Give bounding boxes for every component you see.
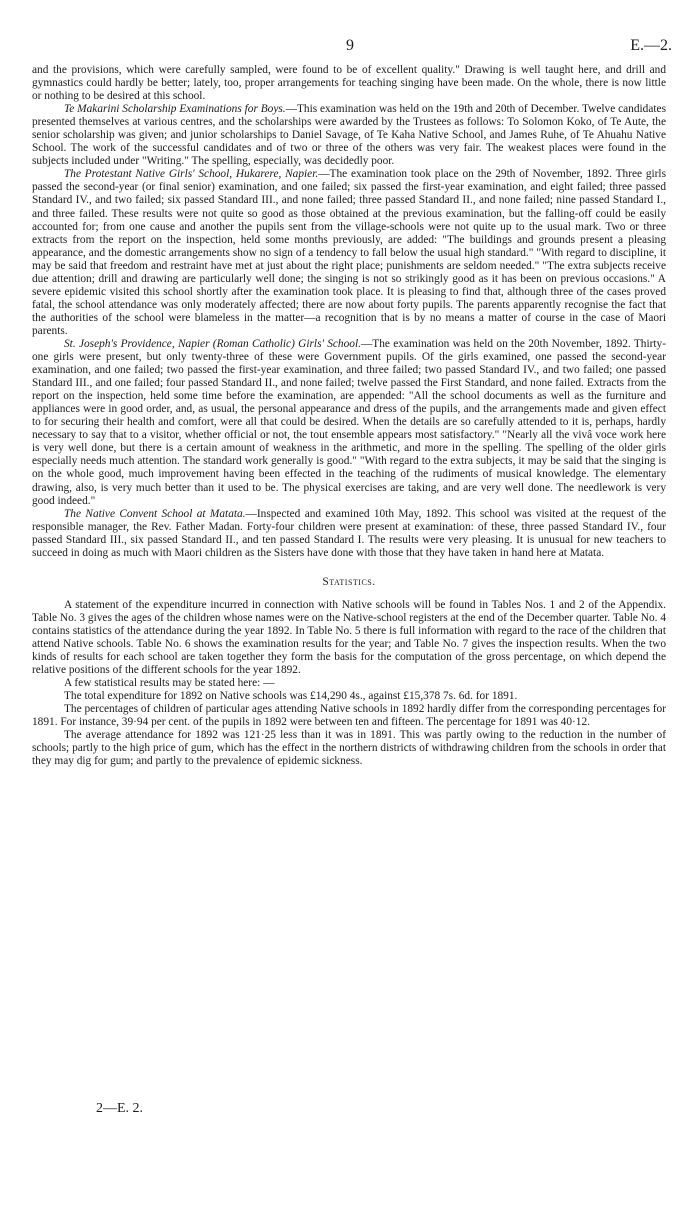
paragraph-heading: St. Joseph's Providence, Napier (Roman Catholic) Girls' School. [64,337,361,350]
paragraph-makarini-scholarship [32,103,666,168]
paragraph-text: —The examination took place on the 29th of November, 1892. Three girls passed the second-year (or final senior) examination, and one failed; six passed the first-year examination, and eight failed; three passed Standard IV., and two failed; six passed Standard III., and none failed; three passed Standard II., and none failed; nine passed Standard I., and three failed. These results were not quite so good as those obtained at the previous examination, but the falling-off could be easily accounted for; from one cause and another the pupils sent from the village-schools were not quite up to the usual mark. Two or three extracts from the report on the inspection, held some months previously, are added: "The buildings and grounds present a pleasing appearance, and the domestic arrangements show no sign of a tendency to fall below the usual high standard." "With regard to discipline, it may be said that freedom and restraint have met at just about the right place; punishments are seldom needed." "The extra subjects receive due attention; drill and drawing are particularly well done; the singing is not so strikingly good as it has been on previous occasions." A severe epidemic visited this school shortly after the examination took place. It is pleasing to find that, although three of the cases proved fatal, the school attendance was only moderately affected; there are now about forty pupils. The parents apparently recognise the fact that the authorities of the school were blameless in the matter—a recognition that is by no means a matter of course in the case of Maori parents. [32,168,667,337]
paragraph-heading: The Protestant Native Girls' School, Hukarere, Napier. [64,168,319,181]
paragraph-text: —This examination was held on the 19th and 20th of December. Twelve candidates presented themselves at various centres, and the scholarships were awarded by the Trustees as follows: To Solomon Koko, of Te Aute, the senior scholarship was given; and junior scholarships to Daniel Savage, of Te Kaha Native School, and James Ruhe, of Te Ahuahu Native School. The work of the successful candidates and of two or three of the others was very fair. The weakest places were found in the subjects included under "Writing." The spelling, especially, was decidedly poor. [32,103,666,168]
section-title-statistics: Statistics. [322,575,376,588]
page-number: 9 [346,37,354,54]
body-text [32,64,666,768]
paragraph-text: —The examination was held on the 20th November, 1892. Thirty-one girls were present, but only twenty-three of these were Government pupils. Of the girls examined, one passed the second-year examination, and one failed; two passed the first-year examination, and three failed; two passed Standard IV., and two failed; one passed Standard III., and one failed; four passed Standard II., and none failed; twelve passed the First Standard, and none failed. Extracts from the report on the inspection, held some time before the examination, are appended: "All the school documents as well as the furniture and appliances were in good order, and, as usual, the personal appearance and dress of the pupils, and the arrangements made and given effect to for securing their health and comfort, were all that could be desired. When the details are so carefully attended to it is, perhaps, hardly necessary to say that to a visitor, whether official or not, the tout ensemble appears most satisfactory." "Nearly all the vivâ voce work here is very well done, but there is a certain amount of weakness in the arithmetic, and more in the spelling. The spelling of the older girls especially needs much attention. The standard work generally is good." "With regard to the extra subjects, it may be said that the singing is on the whole good, much improvement having been effected in the teaching of the rudiments of musical knowledge. The elementary drawing, also, is very much better than it used to be. The physical exercises are taking, and are very well done. The needlework is very good indeed." [32,337,667,507]
paragraph-st-josephs-school [32,338,666,508]
stats-paragraph: The total expenditure for 1892 on Native schools was £14,290 4s., against £15,378 7s. 6d. for 1891. [64,690,518,703]
stats-paragraph: A statement of the expenditure incurred in connection with Native schools will be found in Tables Nos. 1 and 2 of the Appendix. Table No. 3 gives the ages of the children whose names were on the Native-school registers at the end of the December quarter. Table No. 4 contains statistics of the attendance during the year 1892. In Table No. 5 there is full information with regard to the race of the children that attend Native schools. Table No. 6 shows the examination results for the year; and Table No. 7 gives the inspection results. When the two kinds of results for each school are taken together they form the basis for the computation of the gross percentage, on which depend the relative positions of the different schools for the year 1892. [32,598,666,677]
paragraph-heading: Te Makarini Scholarship Examinations for Boys. [64,103,286,116]
paragraph-text: and the provisions, which were carefully sampled, were found to be of excellent quality." Drawing is well taught here, and drill and gymnastics could hardly be better; lately, too, proper arrangements for teaching singing have been made. On the whole, there is now little or nothing to be desired at this school. [32,64,666,103]
signature-mark: 2—E. 2. [96,1101,144,1116]
paragraph-text: —Inspected and examined 10th May, 1892. This school was visited at the request of the responsible manager, the Rev. Father Madan. Forty-four children were present at examination: of these, three passed Standard IV., four passed Standard III., six passed Standard II., and ten passed Standard I. The results were very pleasing. It is unusual for new teachers to succeed in doing as much with Maori children as the Sisters have done with those that they have taken in hand here at Matata. [32,507,666,559]
paragraph-continuation [32,64,666,103]
paragraph-matata-convent [32,508,666,560]
paragraph-heading: The Native Convent School at Matata. [64,507,246,520]
stats-paragraph: A few statistical results may be stated here: — [64,677,275,690]
document-code: E.—2. [630,37,672,54]
stats-paragraph: The percentages of children of particular ages attending Native schools in 1892 hardly differ from the corresponding percentages for 1891. For instance, 39·94 per cent. of the pupils in 1892 were between ten and fifteen. The percentage for 1891 was 40·12. [32,703,666,729]
stats-paragraph: The average attendance for 1892 was 121·25 less than it was in 1891. This was partly owing to the reduction in the number of schools; partly to the high price of gum, which has the effect in the northern districts of withdrawing children from the schools in order that they may dig for gum; and partly to the prevalence of epidemic sickness. [32,729,666,768]
paragraph-hukarere-school [32,168,666,338]
